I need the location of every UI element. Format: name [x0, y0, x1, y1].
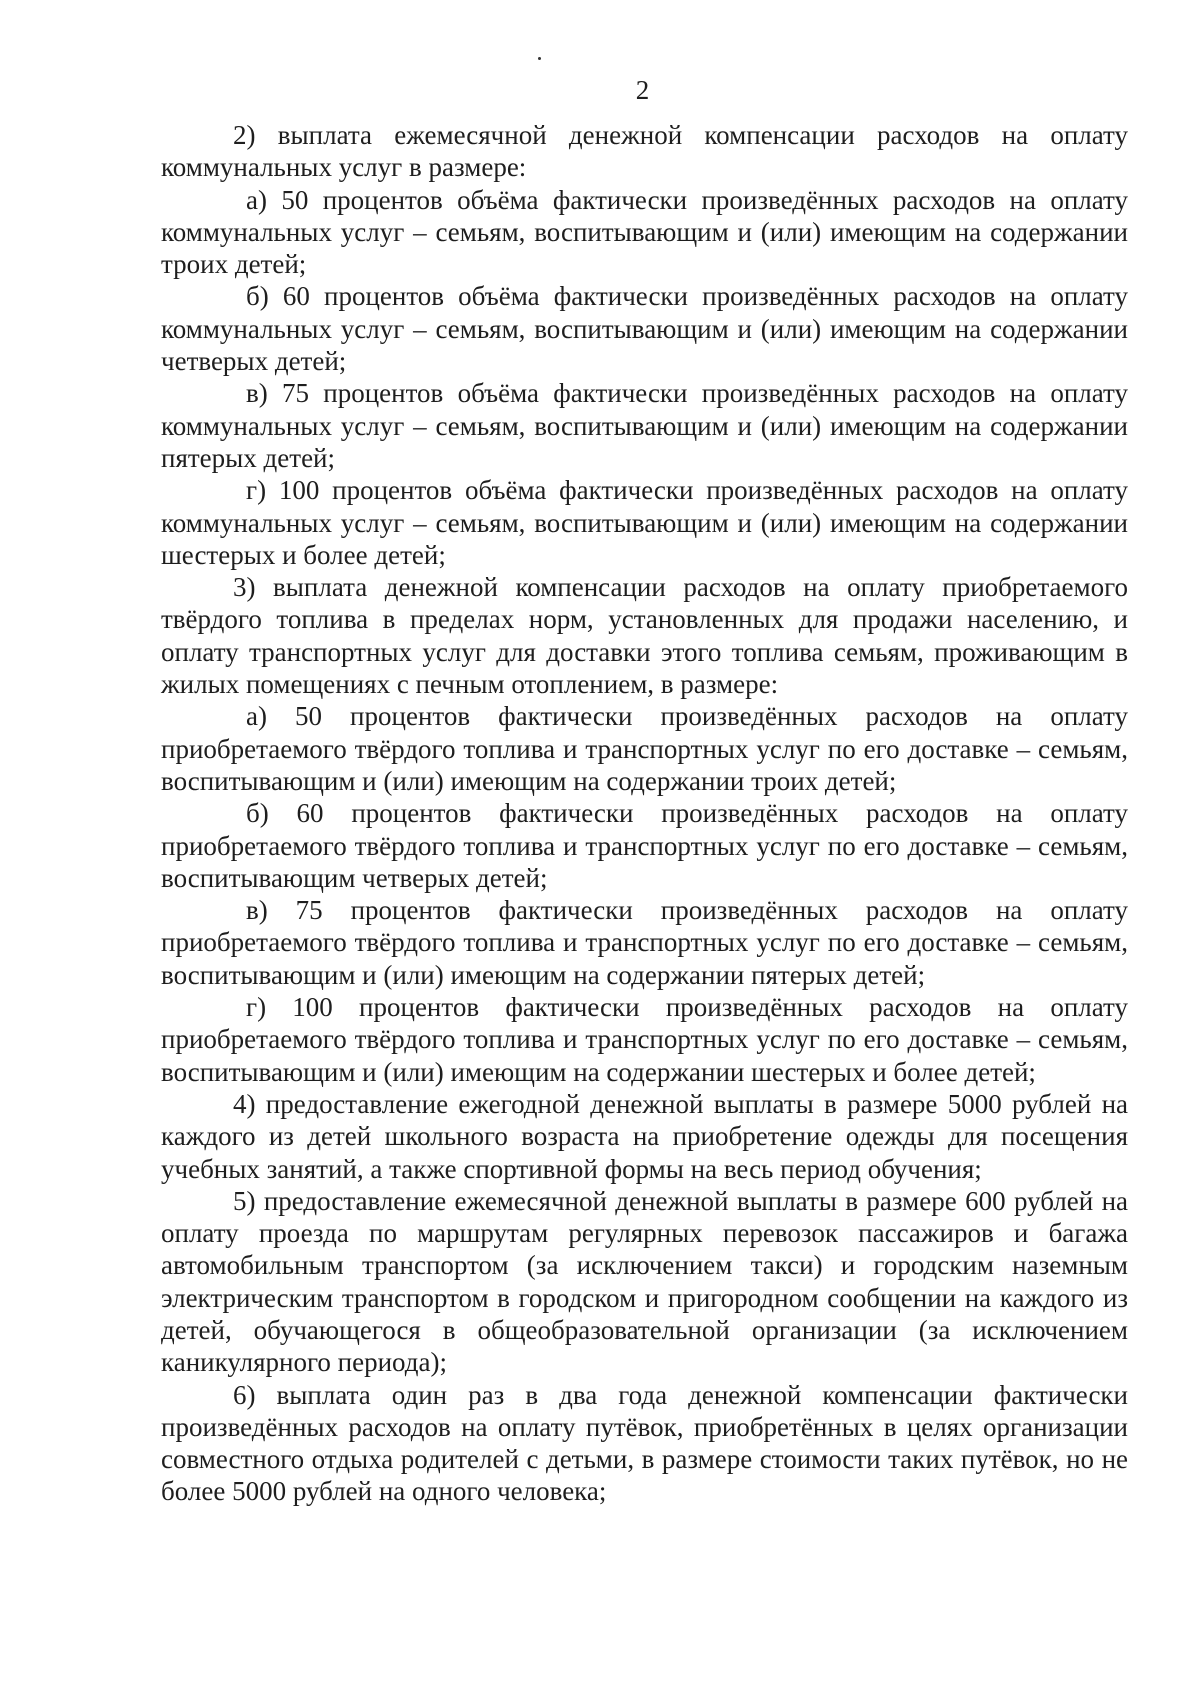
- document-body: [161, 119, 1128, 1508]
- paragraph-item-3: 3) выплата денежной компенсации расходов на оплату приобретаемого твёрдого топлива в пределах норм, установленных для продажи населению, и оплату транспортных услуг для доставки этого топлива семьям, проживающим в жилых помещениях с печным отоплением, в размере:: [161, 572, 1128, 700]
- paragraph-item-6: 6) выплата один раз в два года денежной компенсации фактически произведённых расходов на оплату путёвок, приобретённых в целях организации совместного отдыха родителей с детьми, в размере стоимости таких путёвок, но не более 5000 рублей на одного человека;: [161, 1379, 1128, 1507]
- subparagraph-2g: г) 100 процентов объёма фактически произведённых расходов на оплату коммунальных услуг – семьям, воспитывающим и (или) имеющим на содержании шестерых и более детей;: [161, 475, 1128, 570]
- subparagraph-3g: г) 100 процентов фактически произведённых расходов на оплату приобретаемого твёрдого топлива и транспортных услуг по его доставке – семьям, воспитывающим и (или) имеющим на содержании шестерых и более детей;: [161, 992, 1128, 1087]
- paragraph-item-2: 2) выплата ежемесячной денежной компенсации расходов на оплату коммунальных услуг в размере:: [161, 120, 1128, 183]
- subparagraph-3b: б) 60 процентов фактически произведённых расходов на оплату приобретаемого твёрдого топлива и транспортных услуг по его доставке – семьям, воспитывающим четверых детей;: [161, 798, 1128, 893]
- subparagraph-2v: в) 75 процентов объёма фактически произведённых расходов на оплату коммунальных услуг – семьям, воспитывающим и (или) имеющим на содержании пятерых детей;: [161, 378, 1128, 473]
- subparagraph-3a: а) 50 процентов фактически произведённых расходов на оплату приобретаемого твёрдого топлива и транспортных услуг по его доставке – семьям, воспитывающим и (или) имеющим на содержании троих детей;: [161, 701, 1128, 796]
- subparagraph-2a: а) 50 процентов объёма фактически произведённых расходов на оплату коммунальных услуг – семьям, воспитывающим и (или) имеющим на содержании троих детей;: [161, 184, 1128, 280]
- subparagraph-3v: в) 75 процентов фактически произведённых расходов на оплату приобретаемого твёрдого топлива и транспортных услуг по его доставке – семьям, воспитывающим и (или) имеющим на содержании пятерых детей;: [161, 895, 1128, 990]
- subparagraph-2b: б) 60 процентов объёма фактически произведённых расходов на оплату коммунальных услуг – семьям, воспитывающим и (или) имеющим на содержании четверых детей;: [161, 281, 1128, 377]
- paragraph-item-4: 4) предоставление ежегодной денежной выплаты в размере 5000 рублей на каждого из детей школьного возраста на приобретение одежды для посещения учебных занятий, а также спортивной формы на весь период обучения;: [161, 1088, 1128, 1184]
- paragraph-item-5: 5) предоставление ежемесячной денежной выплаты в размере 600 рублей на оплату проезда по маршрутам регулярных перевозок пассажиров и багажа автомобильным транспортом (за исключением такси) и городским наземным электрическим транспортом в городском и пригородном сообщении на каждого из детей, обучающегося в общеобразовательной организации (за исключением каникулярного периода);: [161, 1185, 1128, 1378]
- scan-speck: [538, 57, 541, 60]
- page-number: 2: [635, 75, 650, 105]
